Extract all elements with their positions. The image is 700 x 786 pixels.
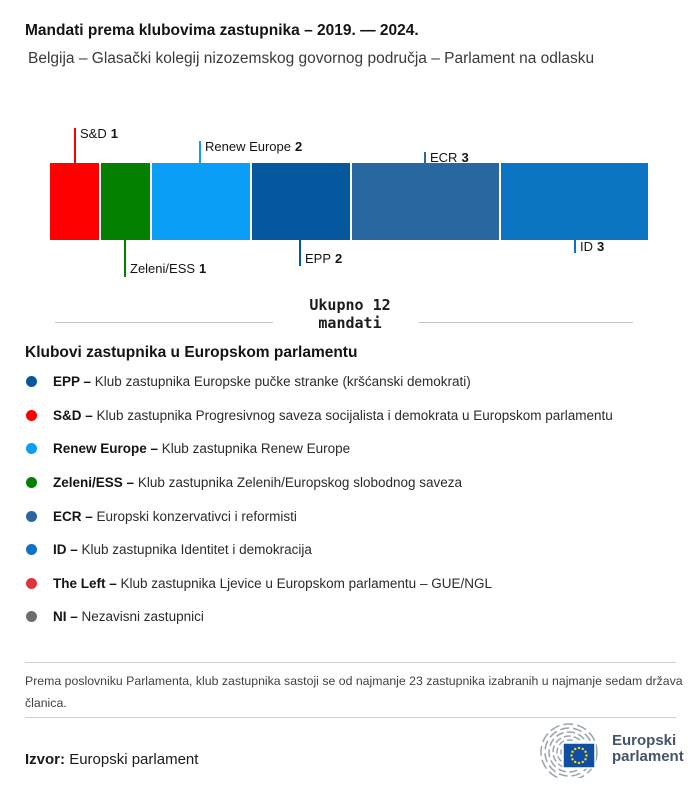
- bar-segment-ecr: [352, 163, 499, 240]
- connector-line-sd: [74, 128, 76, 163]
- legend-color-dot: [26, 376, 37, 387]
- legend-item-label: The Left – Klub zastupnika Ljevice u Europskom parlamentu – GUE/NGL: [53, 575, 492, 591]
- legend-color-dot: [26, 578, 37, 589]
- legend-item-epp: [0, 365, 700, 399]
- connector-line-zeleni: [124, 240, 126, 277]
- ep-hemicycle-icon: [527, 722, 605, 778]
- seats-bar-chart: [0, 120, 700, 298]
- source-line: [25, 751, 198, 768]
- bar-label-id: ID 3: [580, 239, 605, 254]
- bar-label-ecr: ECR 3: [430, 150, 469, 165]
- total-mandates: [0, 297, 700, 332]
- page-title: Mandati prema klubovima zastupnika – 2019. — 2024.: [25, 22, 419, 39]
- total-line1: Ukupno 12: [309, 296, 391, 314]
- legend-color-dot: [26, 544, 37, 555]
- connector-line-epp: [299, 240, 301, 266]
- divider: [25, 662, 676, 663]
- legend-item-label: ECR – Europski konzervativci i reformisti: [53, 508, 297, 524]
- bar-label-sd: S&D 1: [80, 126, 118, 141]
- connector-line-renew: [199, 141, 201, 163]
- legend-item-label: ID – Klub zastupnika Identitet i demokracija: [53, 542, 312, 558]
- legend-color-dot: [26, 410, 37, 421]
- stacked-bar: [50, 163, 648, 240]
- bar-segment-renew: [152, 163, 250, 240]
- legend-item-label: Zeleni/ESS – Klub zastupnika Zelenih/Europskog slobodnog saveza: [53, 475, 463, 491]
- bar-label-renew: Renew Europe 2: [205, 139, 303, 154]
- legend-heading: Klubovi zastupnika u Europskom parlamentu: [25, 344, 358, 361]
- ep-logo: [527, 722, 692, 778]
- bar-segment-epp: [252, 163, 350, 240]
- divider: [25, 717, 676, 718]
- connector-line-id: [574, 240, 576, 253]
- eu-flag-icon: [563, 743, 595, 768]
- footnote: Prema poslovniku Parlamenta, klub zastupnika sastoji se od najmanje 23 zastupnika izabranih u najmanje sedam država članica.: [25, 674, 683, 710]
- ep-logo-text: Europski parlament: [612, 732, 684, 765]
- legend-list: [0, 365, 700, 634]
- legend-color-dot: [26, 477, 37, 488]
- legend-item-ni: [0, 600, 700, 634]
- legend-item-sd: [0, 399, 700, 433]
- legend-item-label: NI – Nezavisni zastupnici: [53, 609, 204, 625]
- legend-item-ecr: [0, 499, 700, 533]
- bar-segment-sd: [50, 163, 99, 240]
- legend-item-zeleni: [0, 466, 700, 500]
- legend-item-label: S&D – Klub zastupnika Progresivnog saveza socijalista i demokrata u Europskom parlamentu: [53, 407, 613, 423]
- bar-segment-id: [501, 163, 648, 240]
- source-label: Izvor:: [25, 751, 66, 768]
- legend-item-id: [0, 533, 700, 567]
- bar-segment-zeleni: [101, 163, 150, 240]
- legend-item-label: EPP – Klub zastupnika Europske pučke stranke (kršćanski demokrati): [53, 374, 471, 390]
- legend-item-label: Renew Europe – Klub zastupnika Renew Europe: [53, 441, 351, 457]
- legend-item-theleft: [0, 567, 700, 601]
- legend-color-dot: [26, 443, 37, 454]
- bar-label-epp: EPP 2: [305, 251, 343, 266]
- legend-color-dot: [26, 611, 37, 622]
- divider: [419, 322, 633, 323]
- total-line2: mandati: [318, 313, 382, 332]
- legend-item-renew: [0, 432, 700, 466]
- legend-color-dot: [26, 511, 37, 522]
- source-value: Europski parlament: [69, 751, 199, 768]
- bar-label-zeleni: Zeleni/ESS 1: [130, 261, 207, 276]
- connector-line-ecr: [424, 152, 426, 163]
- page-subtitle: Belgija – Glasački kolegij nizozemskog govornog područja – Parlament na odlasku: [28, 50, 595, 67]
